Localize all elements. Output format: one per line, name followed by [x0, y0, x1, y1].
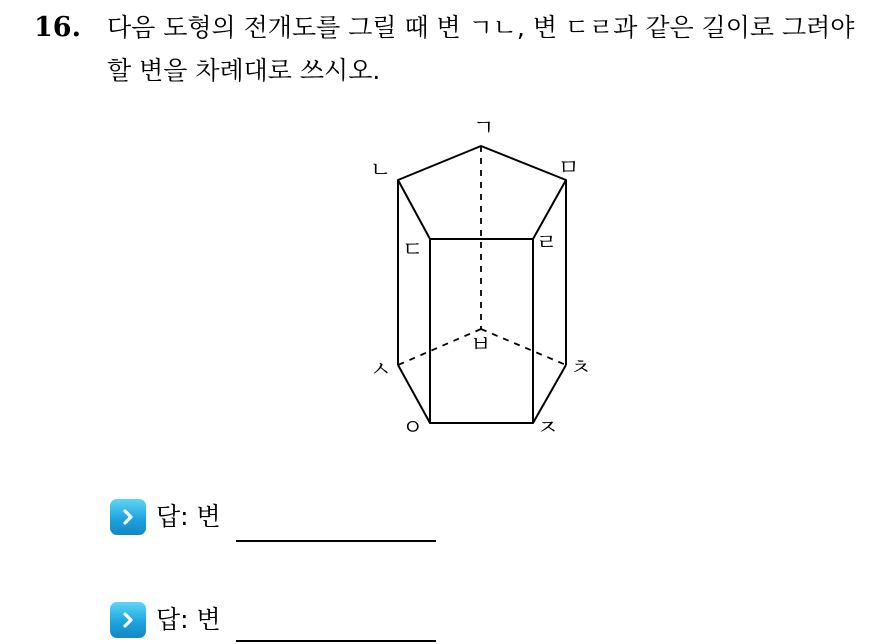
answer-blank-1[interactable] — [236, 540, 436, 542]
answer-row-2 — [110, 600, 221, 640]
question-text-line-2: 할 변을 차례대로 쓰시오. — [107, 56, 381, 85]
vertex-label-bottom-front-right: ㅈ — [537, 416, 559, 441]
vertex-label-top: ㄱ — [473, 116, 495, 141]
bottom-visible-edges — [398, 365, 566, 423]
vertex-label-top-left: ㄴ — [370, 158, 392, 183]
pentagonal-prism-figure — [340, 115, 600, 445]
hidden-bottom-right-edge — [481, 329, 566, 365]
answer-blank-2[interactable] — [236, 640, 436, 642]
chevron-right-icon — [110, 499, 146, 535]
hidden-bottom-left-edge — [398, 329, 481, 365]
vertex-label-front-right: ㄹ — [536, 231, 558, 256]
vertex-label-bottom-right: ㅊ — [570, 356, 592, 381]
answer-row-1 — [110, 497, 221, 537]
vertex-label-bottom-left: ㅅ — [370, 358, 392, 383]
vertex-label-bottom-front-left: ㅇ — [402, 416, 424, 441]
question-number: 16. — [34, 12, 81, 43]
top-pentagon — [398, 146, 566, 239]
chevron-right-icon — [110, 602, 146, 638]
answer-label: 답: 변 — [156, 502, 221, 531]
vertex-label-top-right: ㅁ — [558, 156, 580, 181]
answer-label: 답: 변 — [156, 605, 221, 634]
question-text-line-1: 다음 도형의 전개도를 그릴 때 변 ㄱㄴ, 변 ㄷㄹ과 같은 길이로 그려야 — [107, 13, 855, 42]
vertex-label-bottom-back: ㅂ — [470, 333, 492, 358]
vertex-label-front-left: ㄷ — [402, 238, 424, 263]
